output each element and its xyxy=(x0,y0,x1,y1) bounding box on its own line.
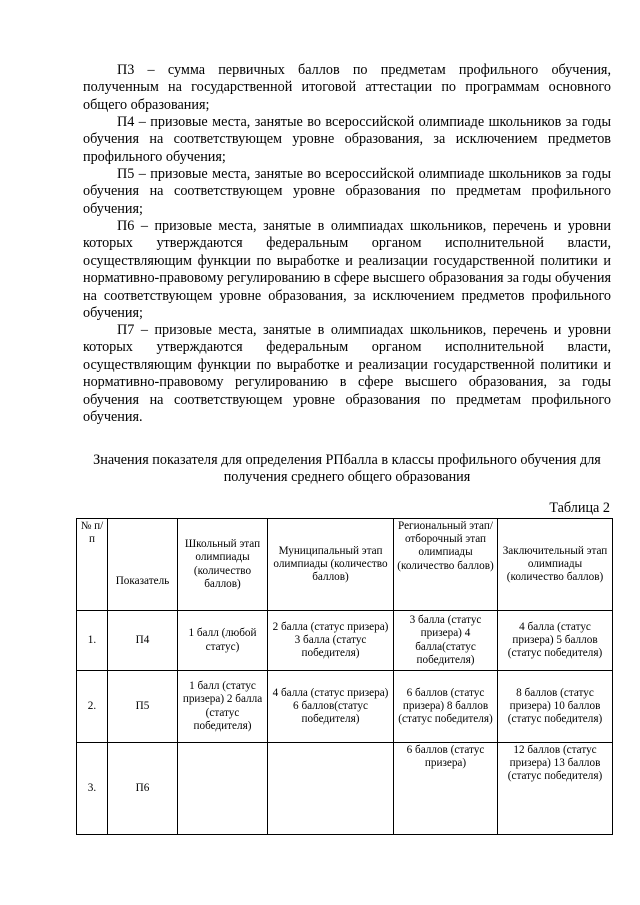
row-num: 2. xyxy=(77,671,108,743)
row-final: 12 баллов (статус призера) 13 баллов (статус победителя) xyxy=(498,743,613,835)
row-regional: 6 баллов (статус призера) xyxy=(394,743,498,835)
row-num: 3. xyxy=(77,743,108,835)
table-number: Таблица 2 xyxy=(549,500,610,516)
row-municipal: 2 балла (статус призера) 3 балла (статус победителя) xyxy=(268,611,394,671)
row-municipal xyxy=(268,743,394,835)
header-final: Заключительный этап олимпиады (количество баллов) xyxy=(498,519,613,611)
header-indicator: Показатель xyxy=(108,519,178,611)
row-school: 1 балл (статус призера) 2 балла (статус победителя) xyxy=(178,671,268,743)
row-regional: 3 балла (статус призера) 4 балла(статус победителя) xyxy=(394,611,498,671)
row-indicator: П6 xyxy=(108,743,178,835)
row-num: 1. xyxy=(77,611,108,671)
paragraph-p3: П3 – сумма первичных баллов по предметам профильного обучения, полученным на государственной итоговой аттестации по программам основного общего образования; xyxy=(83,62,611,113)
row-school: 1 балл (любой статус) xyxy=(178,611,268,671)
header-num: № п/п xyxy=(77,519,108,611)
row-final: 4 балла (статус призера) 5 баллов (статус победителя) xyxy=(498,611,613,671)
paragraph-p5: П5 – призовые места, занятые во всероссийской олимпиаде школьников за годы обучения на соответствующем уровне образования по предметам профильного обучения; xyxy=(83,166,611,217)
paragraph-p4: П4 – призовые места, занятые во всероссийской олимпиаде школьников за годы обучения на соответствующем уровне образования, за исключением предметов профильного обучения; xyxy=(83,114,611,165)
header-school: Школьный этап олимпиады (количество баллов) xyxy=(178,519,268,611)
table-header-row xyxy=(77,519,613,611)
table-row xyxy=(77,743,613,835)
paragraph-p6: П6 – призовые места, занятые в олимпиадах школьников, перечень и уровни которых утверждаются федеральным органом исполнительной власти, осуществляющим функции по выработке и реализации государственной политики и нормативно-правовому регулированию в сфере высшего образования за годы обучения на соответствующем уровне образования, за исключением предметов профильного обучения; xyxy=(83,218,611,322)
table-caption: Значения показателя для определения РПбалла в классы профильного обучения для получения среднего общего образования xyxy=(93,452,601,486)
table-row xyxy=(77,611,613,671)
paragraph-p7: П7 – призовые места, занятые в олимпиадах школьников, перечень и уровни которых утверждаются федеральным органом исполнительной власти, осуществляющим функции по выработке и реализации государственной политики и нормативно-правовому регулированию в сфере высшего образования, за годы обучения на соответствующем уровне образования по предметам профильного обучения. xyxy=(83,322,611,426)
table-row xyxy=(77,671,613,743)
row-final: 8 баллов (статус призера) 10 баллов (статус победителя) xyxy=(498,671,613,743)
row-indicator: П5 xyxy=(108,671,178,743)
row-school xyxy=(178,743,268,835)
header-municipal: Муниципальный этап олимпиады (количество баллов) xyxy=(268,519,394,611)
header-regional: Региональный этап/ отборочный этап олимпиады (количество баллов) xyxy=(394,519,498,611)
row-indicator: П4 xyxy=(108,611,178,671)
row-municipal: 4 балла (статус призера) 6 баллов(статус победителя) xyxy=(268,671,394,743)
row-regional: 6 баллов (статус призера) 8 баллов (статус победителя) xyxy=(394,671,498,743)
indicator-table xyxy=(76,518,613,835)
